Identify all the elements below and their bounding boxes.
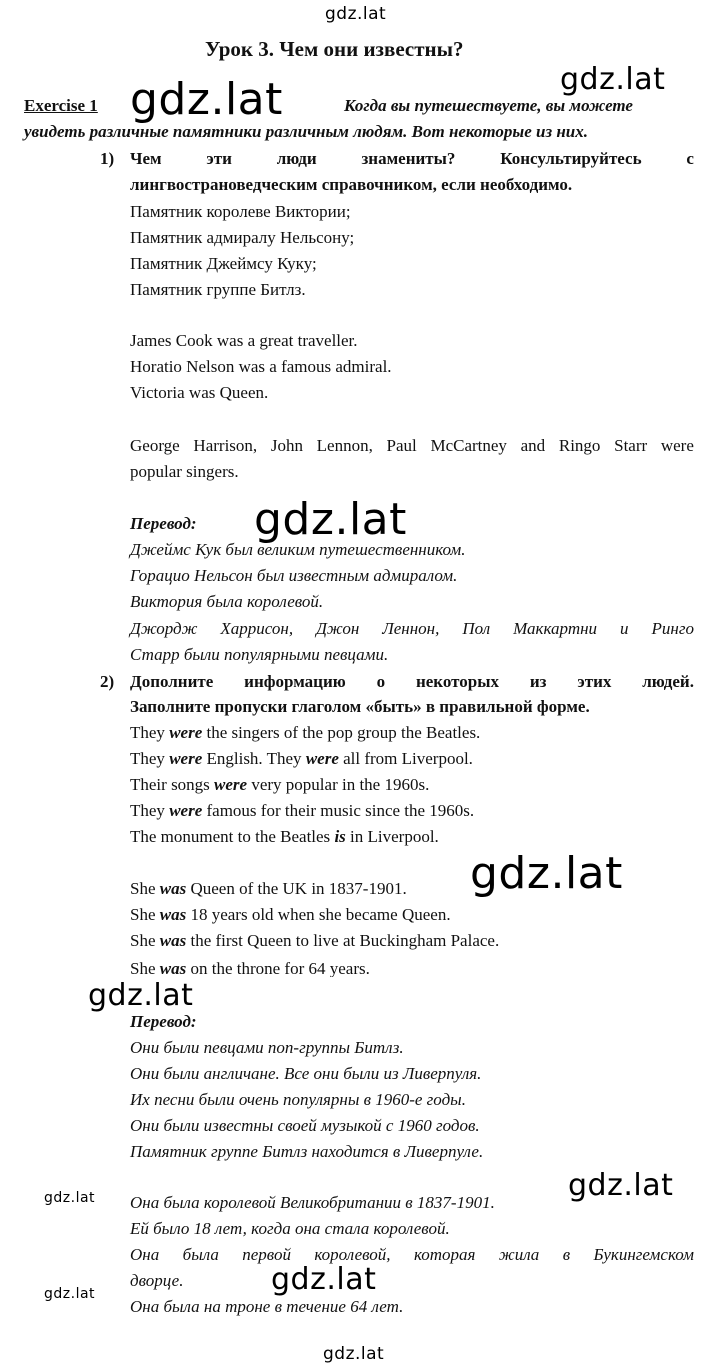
watermark: gdz.lat <box>470 848 623 899</box>
beatles-answer-line2: popular singers. <box>130 462 239 481</box>
translation-line: дворце. <box>130 1271 184 1290</box>
word: Ringo <box>558 436 601 455</box>
filled-verb: is <box>334 827 346 846</box>
word: Маккартни <box>513 619 598 638</box>
translation-line: Она была на троне в течение 64 лет. <box>130 1297 404 1316</box>
word: с <box>686 149 694 168</box>
answer-sentence <box>130 879 407 899</box>
text: She <box>130 931 160 950</box>
word: Харрисон, <box>220 619 294 638</box>
filled-verb: were <box>169 801 203 820</box>
word: Джон <box>316 619 360 638</box>
watermark: gdz.lat <box>130 74 283 125</box>
monument-item: Памятник Джеймсу Куку; <box>130 254 317 273</box>
translation-line: Их песни были очень популярны в 1960-е годы. <box>130 1090 466 1109</box>
text: 18 years old when she became Queen. <box>186 905 451 924</box>
answer-sentence <box>130 775 429 795</box>
answer-sentence <box>130 723 480 743</box>
text: She <box>130 905 160 924</box>
watermark: gdz.lat <box>271 1262 377 1297</box>
watermark: gdz.lat <box>254 494 407 545</box>
word: королевой, <box>314 1245 391 1264</box>
translation-line: Горацио Нельсон был известным адмиралом. <box>130 566 458 585</box>
exercise-task-line2: увидеть различные памятники различным людям. Вот некоторые из них. <box>24 122 588 141</box>
text: famous for their music since the 1960s. <box>202 801 475 820</box>
word: некоторых <box>415 672 500 691</box>
answer-line: Victoria was Queen. <box>130 383 269 402</box>
text: very popular in the 1960s. <box>247 775 430 794</box>
filled-verb: were <box>214 775 248 794</box>
word: Джордж <box>130 619 198 638</box>
text: all from Liverpool. <box>338 749 473 768</box>
watermark: gdz.lat <box>88 978 194 1013</box>
answer-sentence <box>130 801 474 821</box>
answer-sentence-partially-hidden <box>130 959 370 977</box>
part2-question-line2: Заполните пропуски глаголом «быть» в правильной форме. <box>130 697 590 716</box>
text: The monument to the Beatles <box>130 827 335 846</box>
answer-sentence <box>130 931 499 951</box>
text: Queen of the UK in 1837-1901. <box>186 879 407 898</box>
word: в <box>562 1245 571 1264</box>
word: Lennon, <box>316 436 373 455</box>
text: They <box>130 749 170 768</box>
watermark: gdz.lat <box>44 1286 96 1302</box>
exercise-label: Exercise 1 <box>24 96 98 115</box>
part2-number: 2) <box>100 672 115 691</box>
answer-sentence <box>130 905 451 925</box>
word: Консультируйтесь <box>500 149 642 168</box>
monument-item: Памятник группе Битлз. <box>130 280 306 299</box>
translation-line-justified <box>130 1245 694 1265</box>
word: Harrison, <box>193 436 258 455</box>
monument-item: Памятник адмиралу Нельсону; <box>130 228 355 247</box>
filled-verb: was <box>159 959 187 977</box>
filled-verb: was <box>159 879 187 898</box>
watermark-bottom: gdz.lat <box>323 1344 385 1364</box>
watermark-top: gdz.lat <box>325 4 387 24</box>
word: George <box>130 436 180 455</box>
word: из <box>529 672 547 691</box>
monument-item: Памятник королеве Виктории; <box>130 202 351 221</box>
word: людей. <box>642 672 694 691</box>
word: жила <box>498 1245 540 1264</box>
translation-label: Перевод: <box>130 514 197 533</box>
watermark: gdz.lat <box>560 62 666 97</box>
filled-verb: were <box>169 749 203 768</box>
answer-line: James Cook was a great traveller. <box>130 331 358 350</box>
translation-line: Они были англичане. Все они были из Ливерпуля. <box>130 1064 482 1083</box>
answer-line: Horatio Nelson was a famous admiral. <box>130 357 392 376</box>
text: They <box>130 801 170 820</box>
translation-line: Виктория была королевой. <box>130 592 324 611</box>
answer-sentence <box>130 827 439 847</box>
word: которая <box>413 1245 476 1264</box>
word: знамениты? <box>361 149 456 168</box>
part1-question-line2: лингвострановедческим справочником, если необходимо. <box>130 175 573 194</box>
word: Starr <box>614 436 648 455</box>
word: Дополните <box>130 672 214 691</box>
text: English. They <box>202 749 306 768</box>
exercise-task-line1: Когда вы путешествуете, вы можете <box>344 96 633 115</box>
text: She <box>130 959 160 977</box>
word: Она <box>130 1245 160 1264</box>
word: Букингемском <box>593 1245 694 1264</box>
translation-line: Старр были популярными певцами. <box>130 645 389 664</box>
word: люди <box>276 149 317 168</box>
answer-sentence <box>130 749 473 769</box>
word: была <box>182 1245 219 1264</box>
word: John <box>270 436 303 455</box>
watermark: gdz.lat <box>44 1190 96 1206</box>
filled-verb: was <box>159 931 187 950</box>
word: were <box>660 436 694 455</box>
word: Paul <box>386 436 417 455</box>
translation-line: Памятник группе Битлз находится в Ливерпуле. <box>130 1142 484 1161</box>
part2-question-line1 <box>130 672 694 692</box>
word: информацию <box>244 672 346 691</box>
word: этих <box>577 672 612 691</box>
word: Пол <box>462 619 491 638</box>
word: Чем <box>130 149 162 168</box>
text: They <box>130 723 170 742</box>
translation-line: Они были певцами поп-группы Битлз. <box>130 1038 404 1057</box>
text: the singers of the pop group the Beatles. <box>202 723 481 742</box>
page-title: Урок 3. Чем они известны? <box>205 37 464 61</box>
word: первой <box>242 1245 291 1264</box>
part1-question-line1 <box>130 149 694 169</box>
part1-number: 1) <box>100 149 115 168</box>
text: on the throne for 64 years. <box>186 959 370 977</box>
word: эти <box>206 149 232 168</box>
filled-verb: were <box>169 723 203 742</box>
word: McCartney <box>430 436 507 455</box>
word: and <box>520 436 546 455</box>
text: Their songs <box>130 775 215 794</box>
word: и <box>620 619 629 638</box>
beatles-answer-line1 <box>130 436 694 456</box>
translation-line: Джеймс Кук был великим путешественником. <box>130 540 466 559</box>
word: Ринго <box>651 619 694 638</box>
text: in Liverpool. <box>345 827 439 846</box>
text: the first Queen to live at Buckingham Palace. <box>186 931 500 950</box>
translation-line: Они были известны своей музыкой с 1960 годов. <box>130 1116 480 1135</box>
word: Леннон, <box>382 619 440 638</box>
watermark: gdz.lat <box>568 1168 674 1203</box>
translation-label: Перевод: <box>130 1012 197 1031</box>
translation-line: Ей было 18 лет, когда она стала королевой. <box>130 1219 450 1238</box>
text: She <box>130 879 160 898</box>
translation-line-justified <box>130 619 694 639</box>
translation-line: Она была королевой Великобритании в 1837-1901. <box>130 1193 495 1212</box>
filled-verb: was <box>159 905 187 924</box>
word: о <box>376 672 386 691</box>
filled-verb: were <box>305 749 339 768</box>
